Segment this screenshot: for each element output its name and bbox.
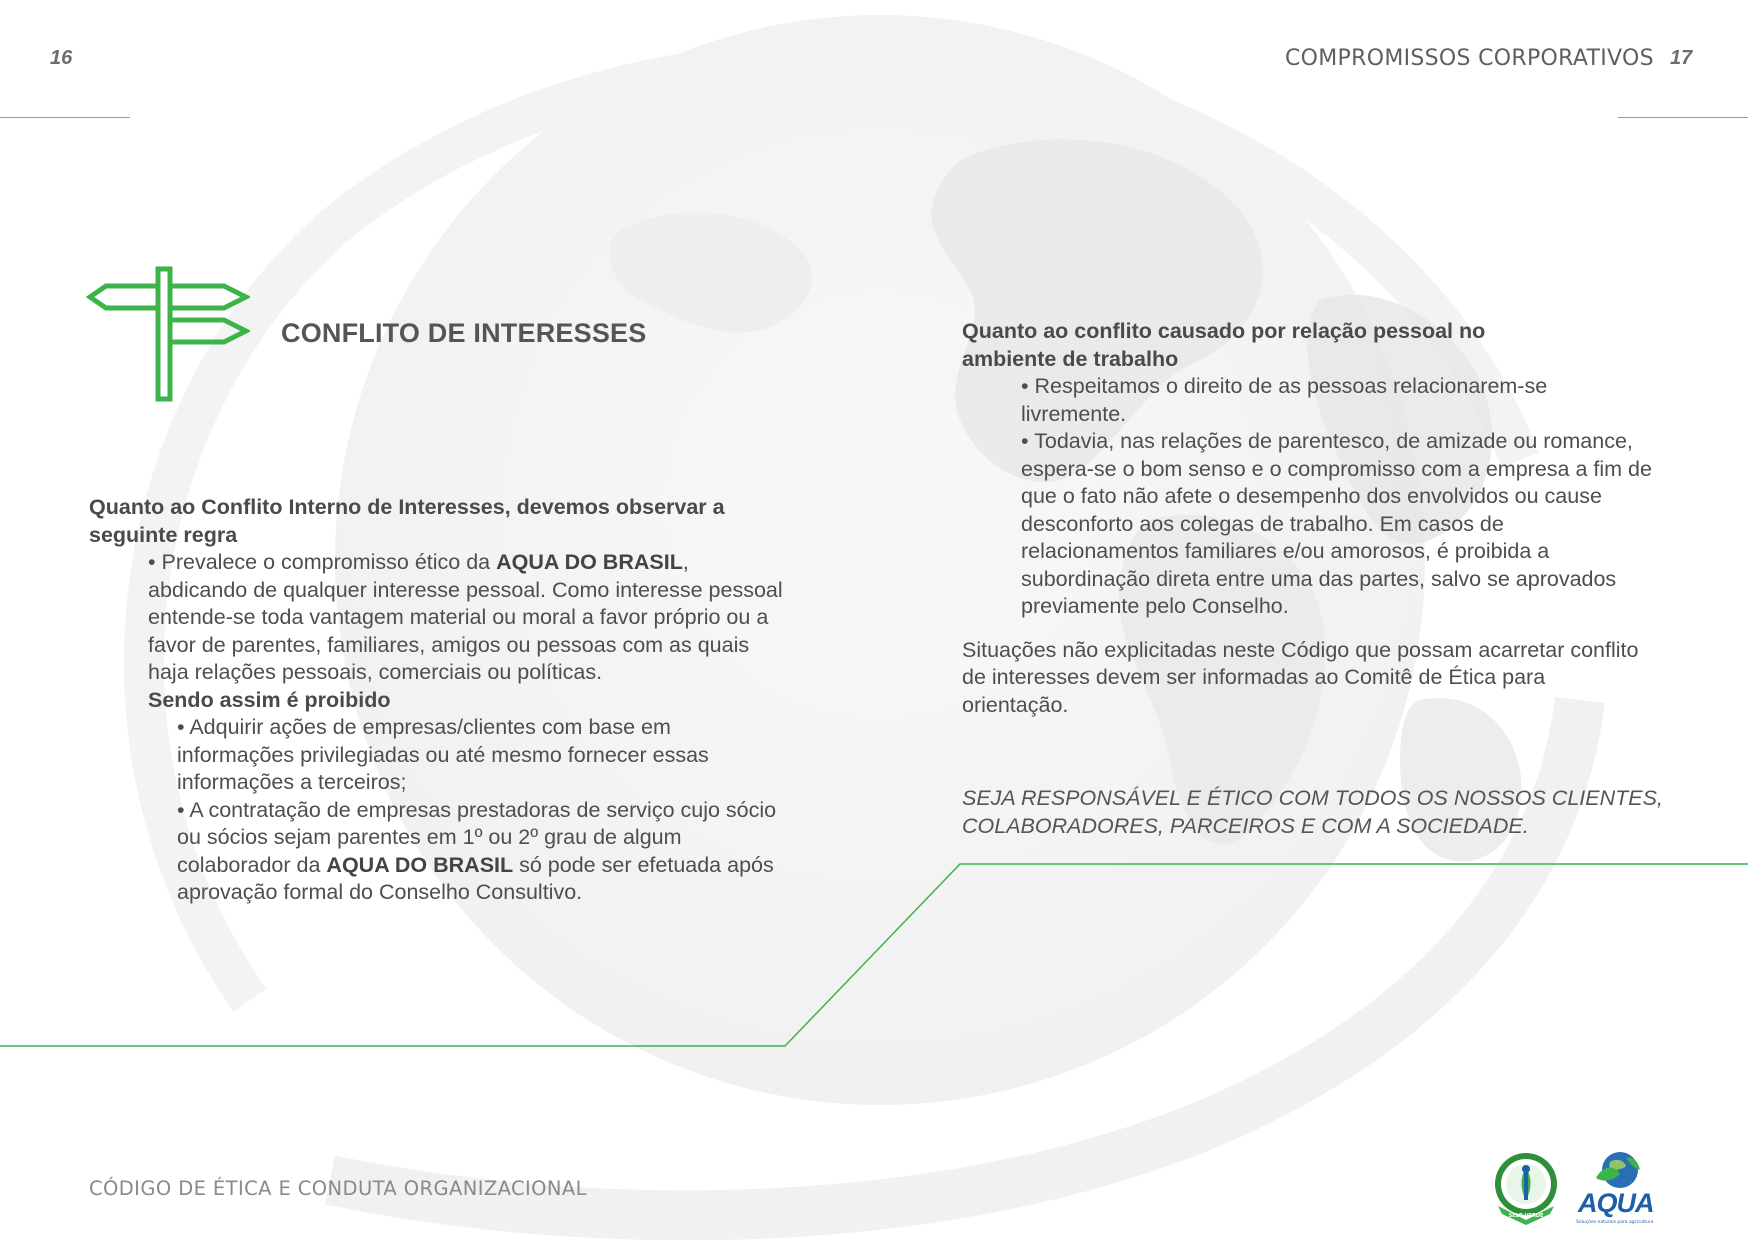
left-sub-bullet-1: • Adquirir ações de empresas/clientes com base em informações privilegiadas ou até mesmo fornecer essas informações a terceiros;	[177, 715, 709, 794]
left-bullet-1-pre: • Prevalece o compromisso ético da	[148, 550, 497, 574]
brand-name-2: AQUA DO BRASIL	[326, 852, 514, 877]
section-title: CONFLITO DE INTERESSES	[281, 318, 647, 348]
left-sub-bullet-2-pre: • A contratação de empresas prestadoras de serviço cujo sócio ou sócios sejam parentes em 1º ou 2º grau de algum colaborador da	[177, 797, 777, 877]
running-title: COMPROMISSOS CORPORATIVOS	[1285, 46, 1654, 71]
left-subheading: Sendo assim é proibido	[148, 687, 391, 712]
page-number-right: 17	[1670, 47, 1693, 69]
footer-title: CÓDIGO DE ÉTICA E CONDUTA ORGANIZACIONAL	[89, 1177, 587, 1200]
right-heading: Quanto ao conflito causado por relação pessoal no ambiente de trabalho	[962, 319, 1486, 371]
right-paragraph: Situações não explicitadas neste Código que possam acarretar conflito de interesses devem ser informadas ao Comitê de Ética para orientação.	[962, 637, 1639, 717]
right-bullet-1: • Respeitamos o direito de as pessoas relacionarem-se livremente.	[1021, 374, 1548, 426]
seal-label: SELO VERDE	[1508, 1213, 1544, 1219]
aqua-logo-text: AQUA	[1578, 1188, 1654, 1218]
closing-statement: SEJA RESPONSÁVEL E ÉTICO COM TODOS OS NOSSOS CLIENTES, COLABORADORES, PARCEIROS E COM A SOCIEDADE.	[962, 786, 1663, 838]
page-number-left: 16	[50, 47, 73, 69]
left-heading: Quanto ao Conflito Interno de Interesses, devemos observar a seguinte regra	[89, 495, 725, 547]
brand-name: AQUA DO BRASIL	[496, 550, 683, 574]
aqua-globe-icon	[1592, 1148, 1644, 1192]
left-bullet-1-post: , abdicando de qualquer interesse pessoal. Como interesse pessoal entende-se toda vantagem material ou moral a favor próprio ou a favor de parentes, familiares, amigos ou pessoas com as quais haja relações pessoais, comerciais ou políticas.	[148, 550, 783, 684]
right-bullet-2: • Todavia, nas relações de parentesco, de amizade ou romance, espera-se o bom senso e o compromisso com a empresa a fim de que o fato não afete o desempenho dos envolvidos ou cause desconforto aos colegas de trabalho. Em casos de relacionamentos familiares e/ou amorosos, é proibida a subordinação direta entre uma das partes, salvo se aprovados previamente pelo Conselho.	[1021, 429, 1652, 618]
left-sub-bullet-2-post: só pode ser efetuada após aprovação formal do Conselho Consultivo.	[177, 852, 774, 904]
aqua-tagline: Soluções naturais para agricultura	[1576, 1220, 1654, 1225]
